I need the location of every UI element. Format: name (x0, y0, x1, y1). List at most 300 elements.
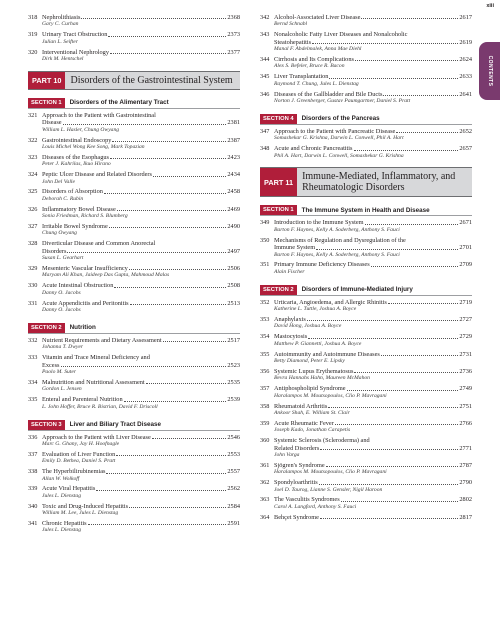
page-ref[interactable]: 2546 (227, 433, 240, 441)
toc-entry-body (274, 333, 472, 350)
dot-leader (328, 407, 458, 408)
toc-entry[interactable] (260, 333, 472, 350)
toc-entry[interactable] (260, 403, 472, 420)
dot-leader (347, 390, 459, 391)
toc-entry[interactable] (260, 31, 472, 56)
toc-entry-body (274, 31, 472, 56)
chapter-authors: Susan L. Gearhart (42, 255, 84, 262)
page-ref[interactable]: 2368 (227, 14, 240, 21)
page-ref[interactable]: 2434 (227, 171, 240, 179)
toc-entry[interactable] (28, 282, 240, 299)
toc-entry[interactable] (260, 261, 472, 278)
chapter-number: 329 (28, 265, 38, 273)
toc-entry[interactable] (260, 237, 472, 262)
toc-entry-body (42, 354, 240, 379)
toc-entry[interactable] (28, 154, 240, 171)
section-label: SECTION 2 (260, 285, 297, 295)
chapter-authors: Manal F. Abdelmalek, Anna Mae Diehl (274, 46, 362, 53)
page-ref[interactable]: 2619 (459, 38, 472, 46)
section-label: SECTION 2 (28, 323, 65, 333)
chapter-title-line (42, 223, 240, 230)
chapter-title-line (42, 154, 240, 161)
section-title: Disorders of the Alimentary Tract (69, 99, 169, 107)
toc-entry[interactable] (28, 434, 240, 451)
toc-column-right (260, 14, 472, 521)
chapter-number: 347 (260, 127, 270, 135)
toc-entry[interactable] (28, 396, 240, 413)
toc-entry[interactable] (260, 351, 472, 368)
chapter-title-text: Approach to the Patient with Liver Disease (42, 433, 151, 441)
chapter-authors: Alex S. Befeler, Bruce R. Bacon (274, 63, 345, 70)
chapter-title-text: Urinary Tract Obstruction (42, 31, 108, 39)
page-ref[interactable]: 2802 (459, 496, 472, 504)
chapter-number: 362 (260, 479, 270, 487)
chapter-title-line (42, 31, 240, 38)
chapter-authors: Joseph Kado, Jonathan Carapetis (274, 427, 351, 434)
chapter-title-text: The Vasculitis Syndromes (274, 496, 340, 504)
contents-tab-label: CONTENTS (486, 55, 493, 87)
page-ref[interactable]: 2731 (459, 350, 472, 358)
page-ref[interactable]: 2497 (227, 247, 240, 255)
toc-entry[interactable] (260, 420, 472, 437)
chapter-title-text: Sjögren's Syndrome (274, 461, 325, 469)
toc-entry[interactable] (260, 437, 472, 462)
toc-entry-body (42, 434, 240, 451)
toc-entry-body (42, 451, 240, 468)
toc-entry-body (42, 49, 240, 66)
chapter-title-text: Introduction to the Immune System (274, 219, 364, 227)
chapter-title-text: Malnutrition and Nutritional Assessment (42, 378, 145, 386)
section-title: The Immune System in Health and Disease (301, 206, 430, 214)
chapter-authors: Marc G. Ghany, Jay H. Hoofnagle (42, 440, 120, 447)
chapter-title-line (274, 31, 472, 38)
dot-leader (320, 449, 458, 450)
page-ref[interactable]: 2508 (227, 282, 240, 290)
chapter-number: 325 (28, 188, 38, 196)
chapter-authors: Barton F. Haynes, Kelly A. Soderberg, Anthony S. Fauci (274, 226, 400, 233)
toc-entry-body (274, 403, 472, 420)
section-header (260, 114, 472, 125)
toc-entry[interactable] (260, 479, 472, 496)
toc-entry-body (274, 91, 472, 108)
chapter-title-text: Disorders (42, 247, 67, 255)
toc-entry[interactable] (28, 300, 240, 317)
chapter-title-line (42, 485, 240, 492)
page-ref[interactable]: 2377 (227, 48, 240, 56)
toc-entry[interactable] (28, 49, 240, 66)
toc-entry[interactable] (260, 316, 472, 333)
chapter-number: 344 (260, 56, 270, 63)
section-header (260, 285, 472, 296)
section-label: SECTION 3 (28, 420, 65, 430)
chapter-title-text: Diseases of the Gallbladder and Bile Ducts (274, 90, 383, 98)
page-ref[interactable]: 2553 (227, 450, 240, 458)
chapter-authors: Danny O. Jacobs (42, 289, 81, 296)
page-ref[interactable]: 2584 (227, 502, 240, 510)
chapter-authors: Haralampos M. Moutsopoulos, Clio P. Mavragani (274, 392, 387, 399)
toc-entry-body (42, 137, 240, 154)
dot-leader (114, 287, 226, 288)
chapter-authors: Joel D. Taurog, Lianne S. Gensler, Nigil Haroon (274, 486, 383, 493)
dot-leader (307, 320, 459, 321)
toc-entry[interactable] (28, 265, 240, 282)
chapter-authors: Danny O. Jacobs (42, 307, 81, 314)
chapter-title-text: Evaluation of Liver Function (42, 450, 116, 458)
chapter-authors: Betty Diamond, Peter E. Lipsky (274, 358, 345, 365)
section-header (28, 98, 240, 109)
chapter-title-line (42, 379, 240, 386)
toc-entry-body (274, 479, 472, 496)
chapter-number: 322 (28, 136, 38, 144)
page-number: xiii (486, 3, 494, 9)
dot-leader (329, 78, 458, 79)
dot-leader (365, 224, 459, 225)
dot-leader (396, 132, 458, 133)
chapter-title-text: Diverticular Disease and Common Anorectal (42, 240, 156, 248)
toc-entry-body (274, 514, 472, 521)
chapter-title-text: Acute Intestinal Obstruction (42, 282, 114, 290)
chapter-title-text: Acute and Chronic Pancreatitis (274, 145, 353, 153)
toc-entry-body (274, 351, 472, 368)
chapter-authors: Paolo M. Suter (42, 369, 77, 376)
chapter-title-text: Gastrointestinal Endoscopy (42, 136, 112, 144)
chapter-title-line (274, 333, 472, 340)
chapter-authors: John Del Valle (42, 178, 75, 185)
dot-leader (316, 249, 458, 250)
chapter-title-text: Primary Immune Deficiency Diseases (274, 261, 370, 269)
toc-entry[interactable] (28, 451, 240, 468)
chapter-title-line (42, 188, 240, 195)
dot-leader (129, 507, 226, 508)
toc-entry-body (274, 462, 472, 479)
dot-leader (88, 524, 227, 525)
chapter-authors: Emily D. Bethea, Daniel S. Pratt (42, 458, 116, 465)
chapter-title-text: Excess (42, 361, 60, 369)
page-ref[interactable]: 2790 (459, 479, 472, 487)
chapter-number: 354 (260, 333, 270, 341)
chapter-title-line (274, 403, 472, 410)
chapter-title-line (42, 300, 240, 307)
chapter-title-line (42, 119, 240, 126)
page-ref[interactable]: 2671 (459, 219, 472, 227)
page-ref[interactable]: 2633 (459, 73, 472, 81)
toc-entry[interactable] (28, 337, 240, 354)
page-ref[interactable]: 2506 (227, 265, 240, 273)
toc-entry[interactable] (28, 31, 240, 48)
toc-entry[interactable] (28, 468, 240, 485)
chapter-title-text: Nutrient Requirements and Dietary Assessment (42, 336, 162, 344)
page-ref[interactable]: 2387 (227, 136, 240, 144)
chapter-title-text: Antiphospholipid Syndrome (274, 385, 346, 393)
toc-entry[interactable] (260, 145, 472, 162)
chapter-title-text: Acute Viral Hepatitis (42, 485, 96, 493)
dot-leader (110, 158, 226, 159)
chapter-title-line (42, 520, 240, 527)
chapter-title-line (42, 14, 240, 21)
toc-entry-body (42, 240, 240, 265)
page-ref[interactable]: 2517 (227, 336, 240, 344)
page-ref[interactable]: 2617 (459, 14, 472, 21)
chapter-authors: Carol A. Langford, Anthony S. Fauci (274, 503, 357, 510)
chapter-number: 359 (260, 419, 270, 427)
chapter-authors: Ankoor Shah, E. William St. Clair (274, 409, 350, 416)
chapter-number: 342 (260, 14, 270, 21)
page-ref[interactable]: 2727 (459, 316, 472, 324)
chapter-title-text: Acute Rheumatic Fever (274, 419, 334, 427)
toc-entry-body (42, 520, 240, 537)
chapter-title-text: Enteral and Parenteral Nutrition (42, 396, 123, 404)
section-title: Nutrition (69, 324, 96, 332)
chapter-number: 337 (28, 450, 38, 458)
toc-entry[interactable] (28, 520, 240, 537)
chapter-authors: Bernd Schnabl (274, 21, 308, 28)
chapter-number: 343 (260, 31, 270, 39)
chapter-number: 361 (260, 461, 270, 469)
page-ref[interactable]: 2817 (459, 513, 472, 521)
chapter-title-line (42, 137, 240, 144)
page-ref[interactable]: 2766 (459, 419, 472, 427)
chapter-title-text: Nonalcoholic Fatty Liver Diseases and Nonalcoholic (274, 31, 408, 39)
toc-entry[interactable] (28, 485, 240, 502)
toc-entry[interactable] (28, 206, 240, 223)
chapter-title-text: Irritable Bowel Syndrome (42, 223, 108, 231)
chapter-title-line (274, 462, 472, 469)
toc-entry-body (274, 14, 472, 31)
toc-entry[interactable] (260, 514, 472, 521)
chapter-number: 328 (28, 240, 38, 248)
toc-entry[interactable] (28, 503, 240, 520)
page-ref[interactable]: 2751 (459, 402, 472, 410)
chapter-number: 341 (28, 520, 38, 528)
toc-entry[interactable] (260, 462, 472, 479)
toc-entry-body (42, 468, 240, 485)
chapter-title-line (274, 316, 472, 323)
page-ref[interactable]: 2657 (459, 145, 472, 153)
chapter-title-line (274, 514, 472, 521)
page-ref[interactable]: 2787 (459, 461, 472, 469)
chapter-title-line (42, 468, 240, 475)
chapter-number: 340 (28, 502, 38, 510)
toc-entry[interactable] (260, 91, 472, 108)
toc-entry[interactable] (260, 299, 472, 316)
chapter-number: 351 (260, 261, 270, 269)
toc-entry[interactable] (260, 368, 472, 385)
chapter-authors: John Varga (274, 451, 300, 458)
toc-entry-body (274, 219, 472, 236)
chapter-number: 318 (28, 14, 38, 21)
page-ref[interactable]: 2539 (227, 396, 240, 404)
chapter-title-line (274, 445, 472, 452)
chapter-number: 348 (260, 145, 270, 153)
toc-entry-body (42, 188, 240, 205)
chapter-title-text: Immune System (274, 244, 316, 252)
page-ref[interactable]: 2749 (459, 385, 472, 393)
chapter-authors: Peter J. Kahrilas, Ikuo Hirano (42, 161, 111, 168)
chapter-authors: Matthew P. Giannetti, Joshua A. Boyce (274, 340, 362, 347)
chapter-number: 349 (260, 219, 270, 227)
toc-entry[interactable] (260, 73, 472, 90)
toc-entry[interactable] (260, 496, 472, 513)
chapter-number: 339 (28, 485, 38, 493)
chapter-title-line (274, 128, 472, 135)
chapter-title-line (274, 351, 472, 358)
toc-entry-body (42, 31, 240, 48)
toc-entry-body (274, 437, 472, 462)
dot-leader (354, 150, 459, 151)
page-ref[interactable]: 2736 (459, 367, 472, 375)
toc-entry-body (42, 171, 240, 188)
chapter-title-line (274, 368, 472, 375)
chapter-title-line (274, 39, 472, 46)
page-ref[interactable]: 2373 (227, 31, 240, 39)
toc-entry-body (274, 385, 472, 402)
chapter-title-text: Liver Transplantation (274, 73, 329, 81)
toc-entry[interactable] (260, 56, 472, 73)
chapter-title-line (42, 503, 240, 510)
toc-entry[interactable] (28, 137, 240, 154)
dot-leader (152, 438, 227, 439)
page-ref[interactable]: 2719 (459, 298, 472, 306)
page-ref[interactable]: 2557 (227, 468, 240, 476)
chapter-title-text: Rheumatoid Arthritis (274, 402, 328, 410)
chapter-title-text: Mechanisms of Regulation and Dysregulation of the (274, 236, 406, 244)
page-ref[interactable]: 2624 (459, 56, 472, 63)
chapter-authors: Raymond T. Chung, Jules L. Dienstag (274, 80, 359, 87)
chapter-number: 323 (28, 153, 38, 161)
page-ref[interactable]: 2709 (459, 261, 472, 269)
chapter-number: 321 (28, 111, 38, 119)
part-title: Immune-Mediated, Inflammatory, and Rheumatologic Disorders (297, 168, 472, 196)
chapter-authors: Sonia Friedman, Richard S. Blumberg (42, 213, 128, 220)
chapter-title-line (42, 451, 240, 458)
dot-leader (110, 53, 226, 54)
chapter-number: 352 (260, 298, 270, 306)
chapter-number: 334 (28, 378, 38, 386)
toc-entry[interactable] (260, 385, 472, 402)
page-ref[interactable]: 2771 (459, 444, 472, 452)
chapter-title-text: Vitamin and Trace Mineral Deficiency and (42, 354, 150, 362)
dot-leader (320, 518, 458, 519)
chapter-number: 335 (28, 396, 38, 404)
page-ref[interactable]: 2469 (227, 205, 240, 213)
chapter-authors: William L. Hasler, Chung Owyang (42, 126, 120, 133)
toc-entry-body (274, 237, 472, 262)
contents-side-tab[interactable] (479, 42, 500, 100)
chapter-authors: Gary C. Curhan (42, 21, 79, 28)
part-header (260, 167, 472, 197)
toc-entry[interactable] (260, 219, 472, 236)
chapter-authors: Somashekar G. Krishna, Darwin L. Conwell, Phil A. Hart (274, 135, 404, 142)
chapter-number: 332 (28, 336, 38, 344)
dot-leader (383, 95, 458, 96)
chapter-title-text: Acute Appendicitis and Peritonitis (42, 299, 129, 307)
toc-entry-body (274, 420, 472, 437)
toc-entry-body (274, 261, 472, 278)
chapter-title-text: Autoimmunity and Autoimmune Diseases (274, 350, 380, 358)
chapter-title-line (42, 354, 240, 361)
toc-entry-body (274, 56, 472, 73)
page-ref[interactable]: 2641 (459, 90, 472, 98)
section-label: SECTION 4 (260, 114, 297, 124)
dot-leader (361, 18, 458, 19)
chapter-authors: David Hong, Joshua A. Boyce (274, 323, 342, 330)
chapter-title-line (274, 91, 472, 98)
dot-leader (319, 484, 459, 485)
toc-entry[interactable] (28, 14, 240, 31)
page-ref[interactable]: 2591 (227, 520, 240, 528)
toc-entry[interactable] (28, 354, 240, 379)
chapter-number: 338 (28, 468, 38, 476)
page-ref[interactable]: 2729 (459, 333, 472, 341)
chapter-number: 330 (28, 282, 38, 290)
section-title: Disorders of Immune-Mediated Injury (301, 286, 413, 294)
chapter-title-text: Approach to the Patient with Gastrointestinal (42, 111, 156, 119)
page-ref[interactable]: 2490 (227, 223, 240, 231)
dot-leader (163, 341, 227, 342)
chapter-number: 356 (260, 367, 270, 375)
page-ref[interactable]: 2513 (227, 299, 240, 307)
dot-leader (153, 176, 226, 177)
toc-entry-body (274, 73, 472, 90)
dot-leader (312, 43, 458, 44)
chapter-title-line (274, 237, 472, 244)
toc-entry[interactable] (28, 188, 240, 205)
page-ref[interactable]: 2535 (227, 378, 240, 386)
toc-entry-body (274, 316, 472, 333)
chapter-title-text: Nephrolithiasis (42, 14, 81, 21)
page-ref[interactable]: 2423 (227, 153, 240, 161)
toc-entry[interactable] (28, 171, 240, 188)
dot-leader (96, 490, 226, 491)
chapter-number: 355 (260, 350, 270, 358)
chapter-title-line (42, 112, 240, 119)
chapter-title-line (274, 261, 472, 268)
dot-leader (371, 266, 459, 267)
chapter-number: 357 (260, 385, 270, 393)
chapter-authors: Alain Fischer (274, 268, 305, 275)
dot-leader (117, 210, 227, 211)
page-ref[interactable]: 2523 (227, 361, 240, 369)
dot-leader (116, 455, 226, 456)
page-ref[interactable]: 2458 (227, 188, 240, 196)
dot-leader (106, 473, 226, 474)
dot-leader (104, 193, 227, 194)
section-label: SECTION 1 (260, 205, 297, 215)
chapter-title-line (274, 385, 472, 392)
chapter-title-text: Approach to the Patient with Pancreatic Disease (274, 127, 396, 135)
page-ref[interactable]: 2652 (459, 127, 472, 135)
chapter-title-text: Alcohol-Associated Liver Disease (274, 14, 361, 21)
toc-entry[interactable] (28, 112, 240, 137)
chapter-title-line (42, 282, 240, 289)
toc-entry-body (42, 206, 240, 223)
chapter-number: 327 (28, 223, 38, 231)
toc-entry[interactable] (28, 223, 240, 240)
toc-entry-body (274, 128, 472, 145)
toc-entry[interactable] (260, 128, 472, 145)
page-ref[interactable]: 2562 (227, 485, 240, 493)
toc-entry-body (42, 503, 240, 520)
toc-entry[interactable] (260, 14, 472, 31)
chapter-number: 358 (260, 402, 270, 410)
toc-entry[interactable] (28, 240, 240, 265)
chapter-title-line (42, 248, 240, 255)
toc-entry[interactable] (28, 379, 240, 396)
dot-leader (355, 60, 458, 61)
page-ref[interactable]: 2701 (459, 244, 472, 252)
page-ref[interactable]: 2381 (227, 119, 240, 127)
chapter-title-line (274, 479, 472, 486)
